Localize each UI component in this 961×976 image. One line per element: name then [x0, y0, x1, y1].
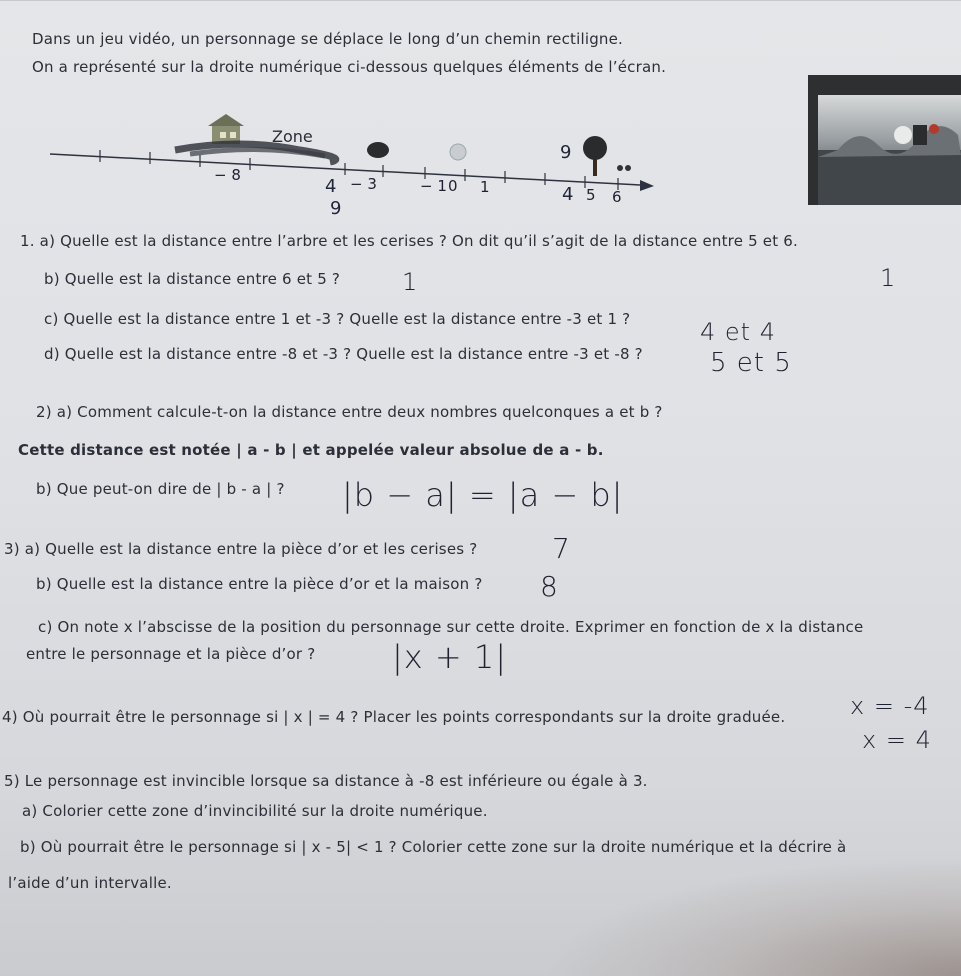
handwritten-4-mark: 4: [325, 176, 337, 197]
tick-label-1: 1: [480, 178, 490, 196]
q2b-text: b) Que peut-on dire de | b - a | ?: [36, 480, 285, 498]
q4-text: 4) Où pourrait être le personnage si | x | = 4 ? Placer les points correspondants sur la droite graduée.: [2, 708, 786, 726]
q1d-answer: 5 et 5: [710, 348, 792, 378]
q5b-text-line2: l’aide d’un intervalle.: [8, 874, 172, 892]
game-scene-drawing: [818, 95, 961, 205]
q5b-text-line1: b) Où pourrait être le personnage si | x - 5| < 1 ? Colorier cette zone sur la droite numérique et la décrire à: [20, 838, 847, 856]
q3c-text-line1: c) On note x l’abscisse de la position du personnage sur cette droite. Exprimer en fonction de x la distance: [38, 618, 864, 636]
q1c-answer: 4 et 4: [700, 318, 776, 346]
q3c-answer: |x + 1|: [392, 638, 508, 676]
intro-line-2: On a représenté sur la droite numérique ci-dessous quelques éléments de l’écran.: [32, 58, 667, 76]
q2-note-prefix: Cette distance est notée: [18, 441, 231, 459]
q2b-answer: |b − a| = |a − b|: [342, 476, 624, 514]
gold-coin-icon: [367, 142, 389, 158]
shadow-overlay: [541, 856, 961, 976]
top-edge-line: [0, 0, 961, 1]
cherries-icon: [617, 165, 631, 171]
tick-label-neg1: − 1: [420, 177, 447, 195]
zone-label: Zone: [272, 127, 313, 146]
q1c-text: c) Quelle est la distance entre 1 et -3 ? Quelle est la distance entre -3 et 1 ?: [44, 310, 631, 328]
tick-label-0: 0: [448, 177, 458, 195]
q4-answer-2: x = 4: [862, 726, 932, 754]
q2-note: [18, 441, 604, 459]
handwritten-9-mark-2: 9: [560, 142, 572, 163]
q3a-answer: 7: [552, 532, 571, 565]
q2-note-expr: | a - b |: [236, 441, 297, 459]
tick-labels: [214, 166, 622, 206]
house-icon: [208, 114, 244, 144]
axis-arrow-icon: [640, 180, 654, 191]
handwritten-4-mark-2: 4: [562, 184, 574, 205]
q5a-text: a) Colorier cette zone d’invincibilité sur la droite numérique.: [22, 802, 488, 820]
game-screenshot-image: [808, 75, 961, 205]
tick-label-6: 6: [612, 188, 622, 206]
q4-answer-1: x = -4: [850, 692, 930, 720]
q2a-text: 2) a) Comment calcule-t-on la distance entre deux nombres quelconques a et b ?: [36, 403, 663, 421]
q2-note-suffix: et appelée valeur absolue de: [302, 441, 554, 459]
tick-label-neg8: − 8: [214, 166, 241, 184]
intro-line-1: Dans un jeu vidéo, un personnage se déplace le long d’un chemin rectiligne.: [32, 30, 624, 48]
q1a-text: 1. a) Quelle est la distance entre l’arbre et les cerises ? On dit qu’il s’agit de la distance entre 5 et 6.: [20, 232, 798, 250]
coin-token-icon: [450, 144, 466, 160]
tick-label-neg3: − 3: [350, 175, 377, 193]
q3c-text-line2: entre le personnage et la pièce d’or ?: [26, 645, 316, 663]
tick-label-5: 5: [586, 186, 596, 204]
tree-icon: [583, 136, 607, 176]
handwritten-9-mark: 9: [330, 198, 342, 219]
q1b-answer: 1: [402, 268, 419, 296]
q5-text: 5) Le personnage est invincible lorsque sa distance à -8 est inférieure ou égale à 3.: [4, 772, 648, 790]
number-line: [40, 110, 670, 225]
q3b-answer: 8: [540, 570, 559, 603]
q3b-text: b) Quelle est la distance entre la pièce d’or et la maison ?: [36, 575, 483, 593]
q3a-text: 3) a) Quelle est la distance entre la pièce d’or et les cerises ?: [4, 540, 478, 558]
game-scene: [818, 95, 961, 205]
q1d-text: d) Quelle est la distance entre -8 et -3 ? Quelle est la distance entre -3 et -8 ?: [44, 345, 643, 363]
q2-note-end: a - b.: [559, 441, 604, 459]
q1a-answer: 1: [880, 264, 897, 292]
zone-scribble: [175, 144, 336, 162]
q1b-text: b) Quelle est la distance entre 6 et 5 ?: [44, 270, 341, 288]
